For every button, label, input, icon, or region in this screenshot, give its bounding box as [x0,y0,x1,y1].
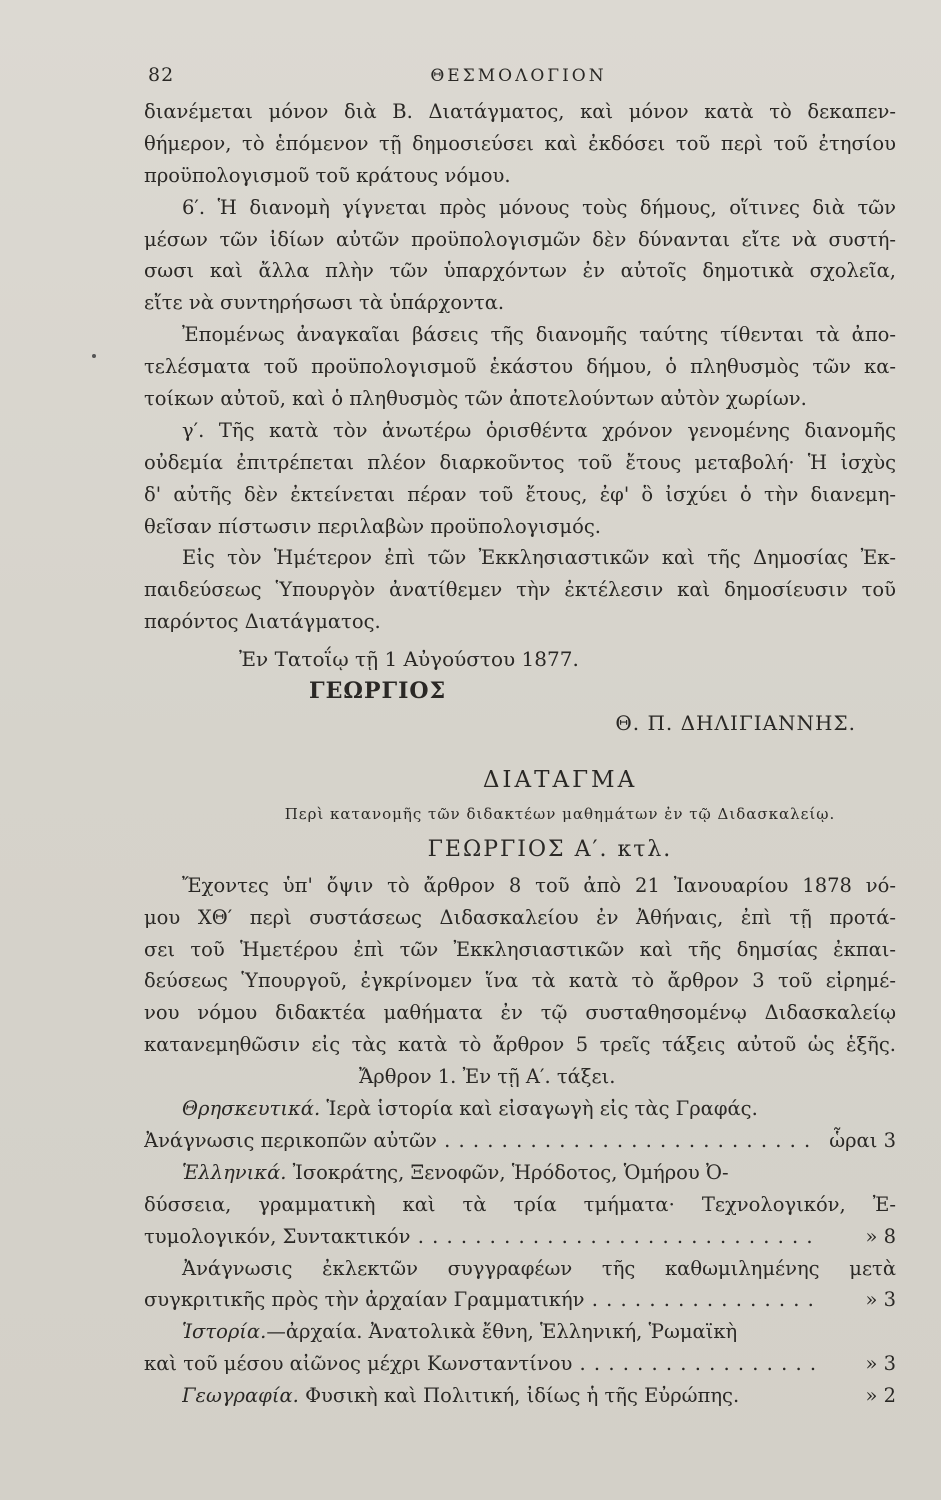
article-heading: Ἄρθρον 1. Ἐν τῇ Α′. τάξει. [359,1065,616,1089]
subject-label: Θρησκευτικά. [182,1097,321,1121]
paragraph-1 [144,96,896,192]
ditto-mark: » [865,1224,878,1248]
text-line: γ′. Τῆς κατὰ τὸν ἀνωτέρω ὁρισθέντα χρόνον γενομένης διανομῆς [182,418,896,442]
text-line: τοίκων αὐτοῦ, καὶ ὁ πληθυσμὸς τῶν ἀποτελούντων αὐτὸν χωρίων. [144,387,807,411]
text-line: δ' αὐτῆς δὲν ἐκτείνεται πέραν τοῦ ἔτους, ἐφ' ὃ ἰσχύει ὁ τὴν διανεμη- [144,482,896,506]
subject-text: δύσσεια, γραμματικὴ καὶ τὰ τρία τμήματα· Τεχνολογικόν, Ἐ- [144,1192,896,1216]
ditto-mark: » [865,1352,878,1376]
text-line: εἴτε νὰ συντηρήσωσι τὰ ὑπάρχοντα. [144,291,505,315]
text-line: προϋπολογισμοῦ τοῦ κράτους νόμου. [144,163,511,187]
subject-label: Γεωγραφία. [182,1384,299,1408]
hours-value: 3 [883,1352,896,1376]
hours-word: ὧραι [829,1128,878,1152]
text-line: Ἐπομένως ἀναγκαῖαι βάσεις τῆς διανομῆς ταύτης τίθενται τὰ ἀπο- [182,323,896,347]
paragraph-3 [144,319,896,415]
subject-religion [144,1093,896,1157]
place-date: Ἐν Τατοΐῳ τῇ 1 Αὐγούστου 1877. [239,647,579,672]
text-line: σωσι καὶ ἄλλα πλὴν τῶν ὑπαρχόντων ἐν αὐτοῖς δημοτικὰ σχολεῖα, [144,259,896,283]
text-line: παιδεύσεως Ὑπουργὸν ἀνατίθεμεν τὴν ἐκτέλεσιν καὶ δημοσίευσιν τοῦ [144,578,896,602]
subject-text: συγκριτικῆς πρὸς τὴν ἀρχαίαν Γραμματικήν . . . [144,1284,818,1316]
hours-value: 3 [883,1288,896,1312]
text-line: 6′. Ἡ διανομὴ γίγνεται πρὸς μόνους τοὺς δήμους, οἵτινες διὰ τῶν [182,195,896,219]
text-line: οὐδεμία ἐπιτρέπεται πλέον διαρκοῦντος τοῦ ἔτους μεταβολή· Ἡ ἰσχὺς [144,450,896,474]
hours-value: 8 [883,1224,896,1248]
subject-text: Ἀνάγνωσις ἐκλεκτῶν συγγραφέων τῆς καθωμιλημένης μετὰ [182,1256,896,1280]
subject-reading [144,1253,896,1317]
subject-label: Ἑλληνικά. [182,1160,287,1184]
text-line: θεῖσαν πίστωσιν περιλαβὼν προϋπολογισμός. [144,514,601,538]
page-body [144,96,896,1412]
text-line: σει τοῦ Ἡμετέρου ἐπὶ τῶν Ἐκκλησιαστικῶν καὶ τῆς δημσίας ἐκπαι- [144,937,896,961]
text-line: διανέμεται μόνον διὰ Β. Διατάγματος, καὶ μόνον κατὰ τὸ δεκαπεν- [144,100,896,123]
signature-king: ΓΕΩΡΓΙΟΣ [309,678,447,705]
subject-text: τυμολογικόν, Συντακτικόν . . . [144,1221,818,1253]
decree-subtitle: Περὶ κατανομῆς τῶν διδακτέων μαθημάτων ἐν τῷ Διδασκαλείῳ. [284,804,836,823]
text-line: παρόντος Διατάγματος. [144,610,381,634]
text-line: μου ΧΘ′ περὶ συστάσεως Διδασκαλείου ἐν Ἀθήναις, ἐπὶ τῇ προτά- [144,905,896,929]
subject-text: —ἀρχαία. Ἀνατολικὰ ἔθνη, Ἑλληνική, Ῥωμαϊκὴ [266,1320,738,1344]
text-line: δεύσεως Ὑπουργοῦ, ἐγκρίνομεν ἵνα τὰ κατὰ τὸ ἄρθρον 3 τοῦ εἰρημέ- [144,969,896,993]
subject-text: καὶ τοῦ μέσου αἰῶνος μέχρι Κωνσταντίνου . . . [144,1348,818,1380]
text-line: κατανεμηθῶσιν εἰς τὰς κατὰ τὸ ἄρθρον 5 τρεῖς τάξεις αὐτοῦ ὡς ἑξῆς. [144,1033,896,1057]
decree-title: ΔΙΑΤΑΓΜΑ [482,766,638,793]
text-line: νου νόμου διδακτέα μαθήματα ἐν τῷ συσταθησομένῳ Διδασκαλείῳ [144,1001,896,1025]
paragraph-5 [144,542,896,638]
hours-value: 2 [883,1384,896,1408]
subject-text: Φυσικὴ καὶ Πολιτική, ἰδίως ἡ τῆς Εὐρώπης. [305,1384,740,1408]
text-line: τελέσματα τοῦ προϋπολογισμοῦ ἑκάστου δήμου, ὁ πληθυσμὸς τῶν κα- [144,355,896,379]
ditto-mark: » [865,1384,878,1408]
margin-mark [92,354,96,358]
decree-intro [144,870,896,1061]
signature-minister: Θ. Π. ΔΗΛΙΓΙΑΝΝΗΣ. [615,710,856,735]
text-line: Εἰς τὸν Ἡμέτερον ἐπὶ τῶν Ἐκκλησιαστικῶν καὶ τῆς Δημοσίας Ἐκ- [182,546,896,570]
paragraph-4 [144,415,896,543]
text-line: μέσων τῶν ἰδίων αὐτῶν προϋπολογισμῶν δὲν δύνανται εἴτε νὰ συστή- [144,227,896,251]
running-head: ΘΕΣΜΟΛΟΓΙΟΝ [430,66,607,86]
decree-king-line: ΓΕΩΡΓΙΟΣ Α′. κτλ. [427,836,673,862]
hours-value: 3 [883,1128,896,1152]
subject-history [144,1316,896,1380]
subject-text: Ἰσοκράτης, Ξενοφῶν, Ἡρόδοτος, Ὁμήρου Ὀ- [292,1160,729,1184]
paragraph-2 [144,192,896,320]
text-line: θήμερον, τὸ ἑπόμενον τῇ δημοσιεύσει καὶ ἐκδόσει τοῦ περὶ τοῦ ἐτησίου [144,131,896,155]
subject-label: Ἱστορία. [182,1320,267,1344]
subject-text: Ἀνάγνωσις περικοπῶν αὐτῶν . . . [144,1125,812,1157]
page-header [148,64,889,92]
page-number: 82 [148,64,175,86]
text-line: Ἔχοντες ὑπ' ὄψιν τὸ ἄρθρον 8 τοῦ ἀπὸ 21 Ἰανουαρίου 1878 νό- [182,873,896,897]
subject-greek [144,1157,896,1253]
subject-geography [144,1380,896,1412]
ditto-mark: » [865,1288,878,1312]
subject-text: Ἱερὰ ἱστορία καὶ εἰσαγωγὴ εἰς τὰς Γραφάς. [326,1097,758,1121]
